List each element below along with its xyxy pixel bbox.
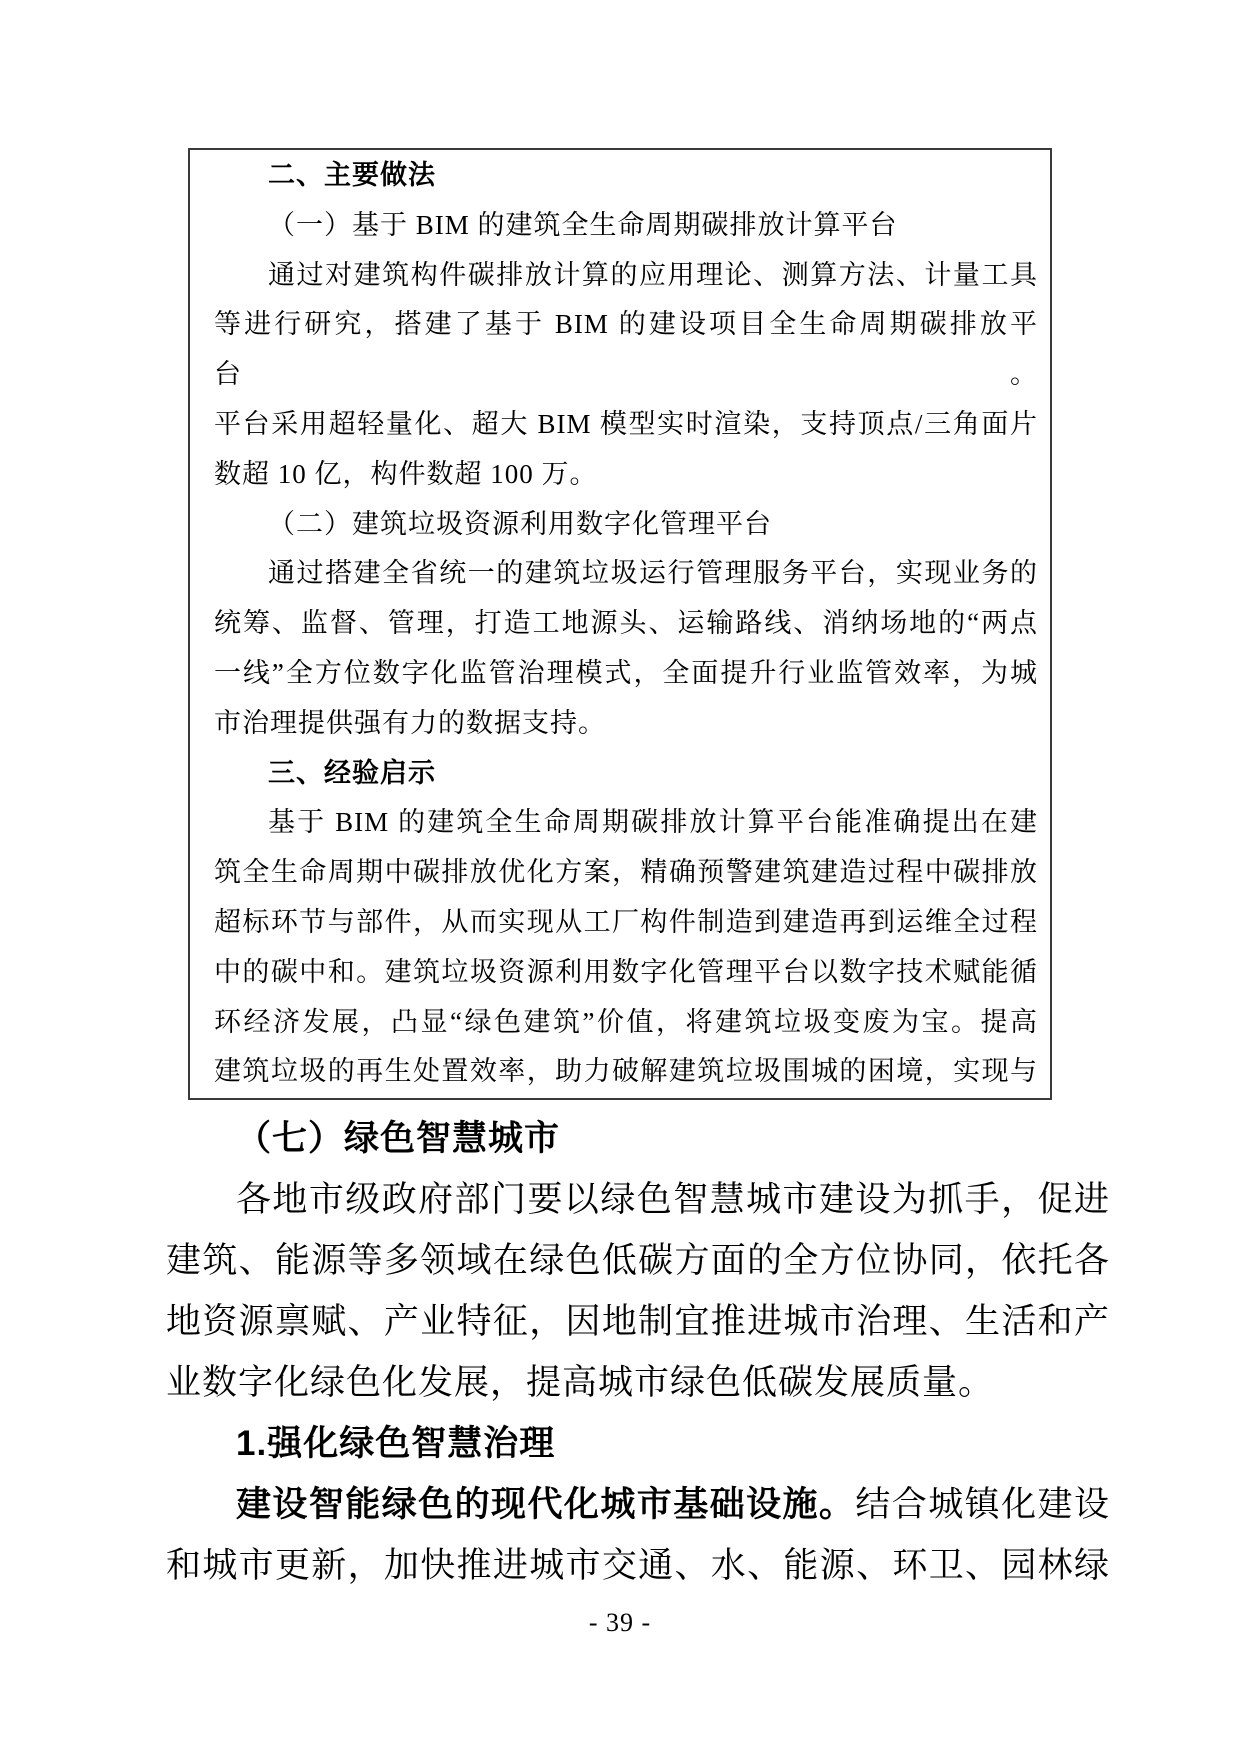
- text-line: [214, 300, 1038, 400]
- line-text: 环经济发展，凸显“绿色建筑”价值，将建筑垃圾变废为宝。提高: [214, 1006, 1038, 1037]
- page-number: - 39 -: [588, 1608, 652, 1637]
- line-text: 数超 10 亿，构件数超 100 万。: [214, 458, 598, 489]
- text-line: [214, 649, 1038, 699]
- text-line: [166, 1169, 1110, 1230]
- line-text: 通过对建筑构件碳排放计算的应用理论、测算方法、计量工具: [268, 259, 1038, 290]
- text-line: [166, 1108, 1110, 1169]
- text-line: [214, 1047, 1038, 1097]
- text-line: [214, 998, 1038, 1048]
- text-line: [166, 1413, 1110, 1474]
- text-line: [214, 201, 1038, 251]
- text-line: [214, 450, 1038, 500]
- line-text: 和城市更新，加快推进城市交通、水、能源、环卫、园林绿: [166, 1546, 1110, 1585]
- line-text: 统筹、监督、管理，打造工地源头、运输路线、消纳场地的“两点: [214, 608, 1038, 639]
- text-line: [214, 848, 1038, 898]
- case-study-box: [188, 148, 1052, 1100]
- line-text: 二、主要做法: [268, 160, 436, 190]
- text-line: [214, 798, 1038, 848]
- text-line: [214, 500, 1038, 550]
- text-line: [214, 898, 1038, 948]
- text-line: [214, 400, 1038, 450]
- bold-lead-text: 建设智能绿色的现代化城市基础设施。: [236, 1485, 856, 1524]
- line-text: 超标环节与部件，从而实现从工厂构件制造到建造再到运维全过程: [214, 906, 1038, 937]
- text-line: [214, 549, 1038, 599]
- text-line: [214, 948, 1038, 998]
- line-text: （二）建筑垃圾资源利用数字化管理平台: [268, 508, 772, 539]
- line-text: 地资源禀赋、产业特征，因地制宜推进城市治理、生活和产: [166, 1302, 1110, 1341]
- line-text: 三、经验启示: [268, 757, 436, 788]
- text-line: [214, 749, 1038, 799]
- line-text: 各地市级政府部门要以绿色智慧城市建设为抓手，促进: [236, 1180, 1110, 1219]
- line-text: 平台采用超轻量化、超大 BIM 模型实时渲染，支持顶点/三角面片: [214, 408, 1038, 439]
- text-line: [166, 1474, 1110, 1535]
- line-text: 建筑垃圾的再生处置效率，助力破解建筑垃圾围城的困境，实现与: [214, 1056, 1038, 1087]
- body-section: [166, 1108, 1110, 1596]
- line-text: 中的碳中和。建筑垃圾资源利用数字化管理平台以数字技术赋能循: [214, 956, 1038, 987]
- line-text: （一）基于 BIM 的建筑全生命周期碳排放计算平台: [268, 209, 898, 240]
- line-text: 市治理提供强有力的数据支持。: [214, 707, 606, 738]
- line-text: 筑全生命周期中碳排放优化方案，精确预警建筑建造过程中碳排放: [214, 857, 1038, 888]
- text-line: [166, 1535, 1110, 1596]
- text-line: [214, 699, 1038, 749]
- line-text: 通过搭建全省统一的建筑垃圾运行管理服务平台，实现业务的: [268, 558, 1038, 589]
- text-line: [166, 1230, 1110, 1291]
- line-text: （七）绿色智慧城市: [236, 1119, 561, 1158]
- line-text: 建筑、能源等多领域在绿色低碳方面的全方位协同，依托各: [166, 1241, 1110, 1280]
- line-text: 等进行研究，搭建了基于 BIM 的建设项目全生命周期碳排放平台。: [214, 309, 1038, 390]
- text-line: [214, 599, 1038, 649]
- line-text: 一线”全方位数字化监管治理模式，全面提升行业监管效率，为城: [214, 657, 1038, 688]
- line-text: 业数字化绿色化发展，提高城市绿色低碳发展质量。: [166, 1363, 995, 1402]
- line-text: 结合城镇化建设: [855, 1485, 1110, 1524]
- text-line: [214, 251, 1038, 301]
- text-line: [214, 1097, 1038, 1100]
- line-text: 1.强化绿色智慧治理: [236, 1424, 556, 1463]
- text-line: [166, 1352, 1110, 1413]
- line-text: 基于 BIM 的建筑全生命周期碳排放计算平台能准确提出在建: [268, 807, 1038, 838]
- text-line: [166, 1291, 1110, 1352]
- text-line: [214, 151, 1038, 201]
